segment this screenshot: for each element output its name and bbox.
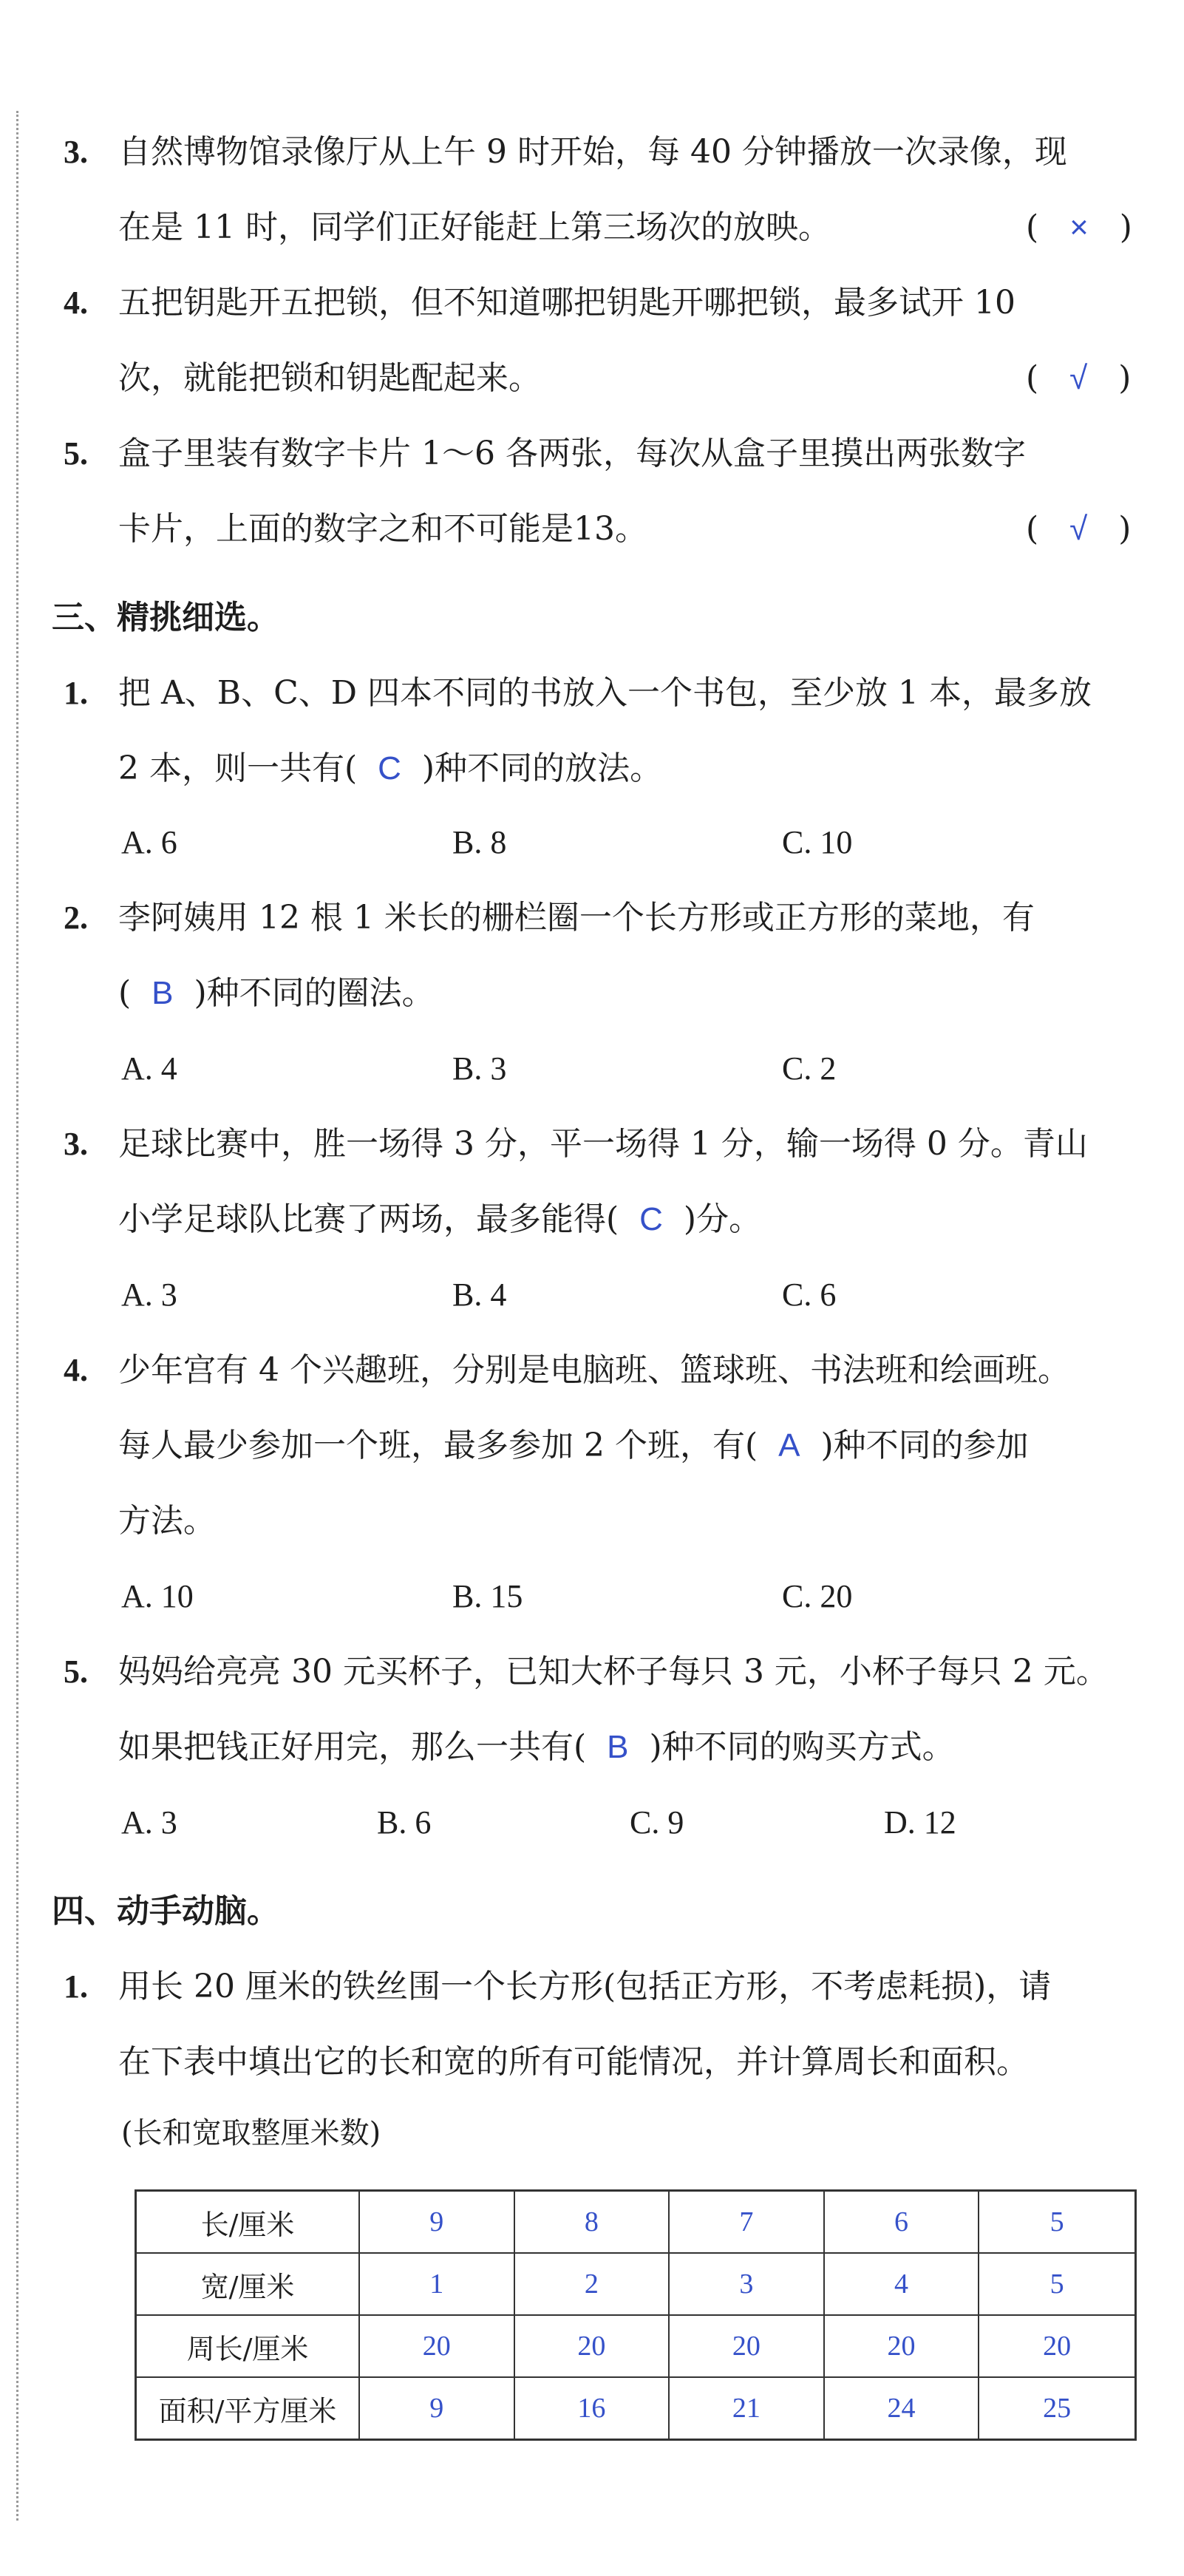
question-number: 1.: [64, 675, 88, 711]
option-a: A. 3: [121, 1277, 177, 1313]
question-note: (长和宽取整厘米数): [121, 2116, 381, 2150]
option-a: A. 10: [121, 1578, 194, 1614]
question-text: 2 本，则一共有( C )种不同的放法。: [118, 750, 663, 787]
answer-mark: B: [152, 975, 174, 1011]
table-cell: 9: [359, 2377, 514, 2440]
question-number: 5.: [64, 435, 88, 472]
option-a: A. 6: [121, 824, 177, 860]
question-text: 足球比赛中，胜一场得 3 分，平一场得 1 分，输一场得 0 分。青山: [118, 1125, 1088, 1163]
answer-parens: ( × ): [1026, 208, 1132, 246]
answer-mark: √: [1069, 360, 1088, 396]
question-number: 3.: [64, 134, 88, 170]
question-text: 方法。: [118, 1502, 216, 1540]
question-text: ( B )种不同的圈法。: [118, 974, 435, 1012]
table-cell: 24: [824, 2377, 979, 2440]
section-heading-4: 四、动手动脑。: [52, 1892, 279, 1930]
option-b: B. 8: [452, 824, 507, 860]
question-text: 把 A、B、C、D 四本不同的书放入一个书包，至少放 1 本，最多放: [118, 674, 1092, 712]
table-cell: 1: [359, 2253, 514, 2315]
table-cell: 25: [979, 2377, 1135, 2440]
answer-parens: ( √ ): [1026, 359, 1132, 397]
table-cell: 5: [979, 2191, 1135, 2254]
option-c: C. 2: [782, 1050, 837, 1087]
row-header: 宽/厘米: [136, 2253, 360, 2315]
question-text: 五把钥匙开五把锁，但不知道哪把钥匙开哪把锁，最多试开 10: [118, 284, 1015, 322]
option-b: B. 6: [377, 1804, 432, 1841]
table-cell: 8: [514, 2191, 670, 2254]
table-cell: 20: [669, 2315, 824, 2377]
answer-mark: C: [639, 1201, 663, 1237]
table-row: [136, 2191, 1136, 2254]
answer-parens: ( √ ): [1026, 510, 1132, 548]
option-b: B. 4: [452, 1277, 507, 1313]
question-number: 1.: [64, 1968, 88, 2005]
rectangle-table: [135, 2189, 1137, 2441]
question-text: 在下表中填出它的长和宽的所有可能情况，并计算周长和面积。: [118, 2043, 1029, 2081]
table-cell: 20: [824, 2315, 979, 2377]
row-header: 长/厘米: [136, 2191, 360, 2254]
option-c: C. 20: [782, 1578, 853, 1614]
answer-mark: √: [1069, 511, 1088, 547]
question-text: 在是 11 时，同学们正好能赶上第三场次的放映。: [118, 208, 831, 246]
option-c: C. 6: [782, 1277, 837, 1313]
row-header: 周长/厘米: [136, 2315, 360, 2377]
question-text: 小学足球队比赛了两场，最多能得( C )分。: [118, 1200, 762, 1238]
table-row: [136, 2253, 1136, 2315]
option-a: A. 4: [121, 1050, 177, 1087]
option-b: B. 15: [452, 1578, 523, 1614]
option-d: D. 12: [884, 1804, 956, 1841]
question-number: 4.: [64, 285, 88, 321]
question-number: 3.: [64, 1126, 88, 1162]
table-cell: 3: [669, 2253, 824, 2315]
question-text: 用长 20 厘米的铁丝围一个长方形(包括正方形，不考虑耗损)，请: [118, 1968, 1052, 2005]
question-text: 自然博物馆录像厅从上午 9 时开始，每 40 分钟播放一次录像，现: [118, 133, 1067, 171]
answer-mark: B: [607, 1729, 629, 1765]
option-c: C. 10: [782, 824, 853, 860]
section-heading-3: 三、精挑细选。: [52, 599, 279, 636]
table-cell: 6: [824, 2191, 979, 2254]
question-text: 李阿姨用 12 根 1 米长的栅栏圈一个长方形或正方形的菜地，有: [118, 899, 1035, 937]
question-text: 妈妈给亮亮 30 元买杯子，已知大杯子每只 3 元，小杯子每只 2 元。: [118, 1653, 1109, 1690]
table-cell: 9: [359, 2191, 514, 2254]
question-text: 如果把钱正好用完，那么一共有( B )种不同的购买方式。: [118, 1728, 955, 1766]
question-number: 5.: [64, 1654, 88, 1690]
option-c: C. 9: [630, 1804, 684, 1841]
table-cell: 20: [979, 2315, 1135, 2377]
table-cell: 2: [514, 2253, 670, 2315]
question-text: 盒子里装有数字卡片 1～6 各两张，每次从盒子里摸出两张数字: [118, 435, 1026, 472]
option-a: A. 3: [121, 1804, 177, 1841]
row-header: 面积/平方厘米: [136, 2377, 360, 2440]
table-cell: 4: [824, 2253, 979, 2315]
question-number: 4.: [64, 1352, 88, 1388]
table-cell: 21: [669, 2377, 824, 2440]
table-row: [136, 2315, 1136, 2377]
table-cell: 20: [514, 2315, 670, 2377]
question-text: 每人最少参加一个班，最多参加 2 个班，有( A )种不同的参加: [118, 1427, 1029, 1464]
binding-margin-line: [16, 111, 18, 2521]
question-text: 少年宫有 4 个兴趣班，分别是电脑班、篮球班、书法班和绘画班。: [118, 1351, 1070, 1389]
answer-mark: ×: [1069, 209, 1089, 245]
table-cell: 5: [979, 2253, 1135, 2315]
question-number: 2.: [64, 900, 88, 936]
table-cell: 20: [359, 2315, 514, 2377]
table-cell: 7: [669, 2191, 824, 2254]
table-row: [136, 2377, 1136, 2440]
option-b: B. 3: [452, 1050, 507, 1087]
question-text: 次，就能把锁和钥匙配起来。: [118, 359, 541, 397]
question-text: 卡片，上面的数字之和不可能是13。: [118, 510, 647, 548]
table-cell: 16: [514, 2377, 670, 2440]
answer-mark: C: [378, 750, 401, 786]
answer-mark: A: [778, 1427, 800, 1464]
